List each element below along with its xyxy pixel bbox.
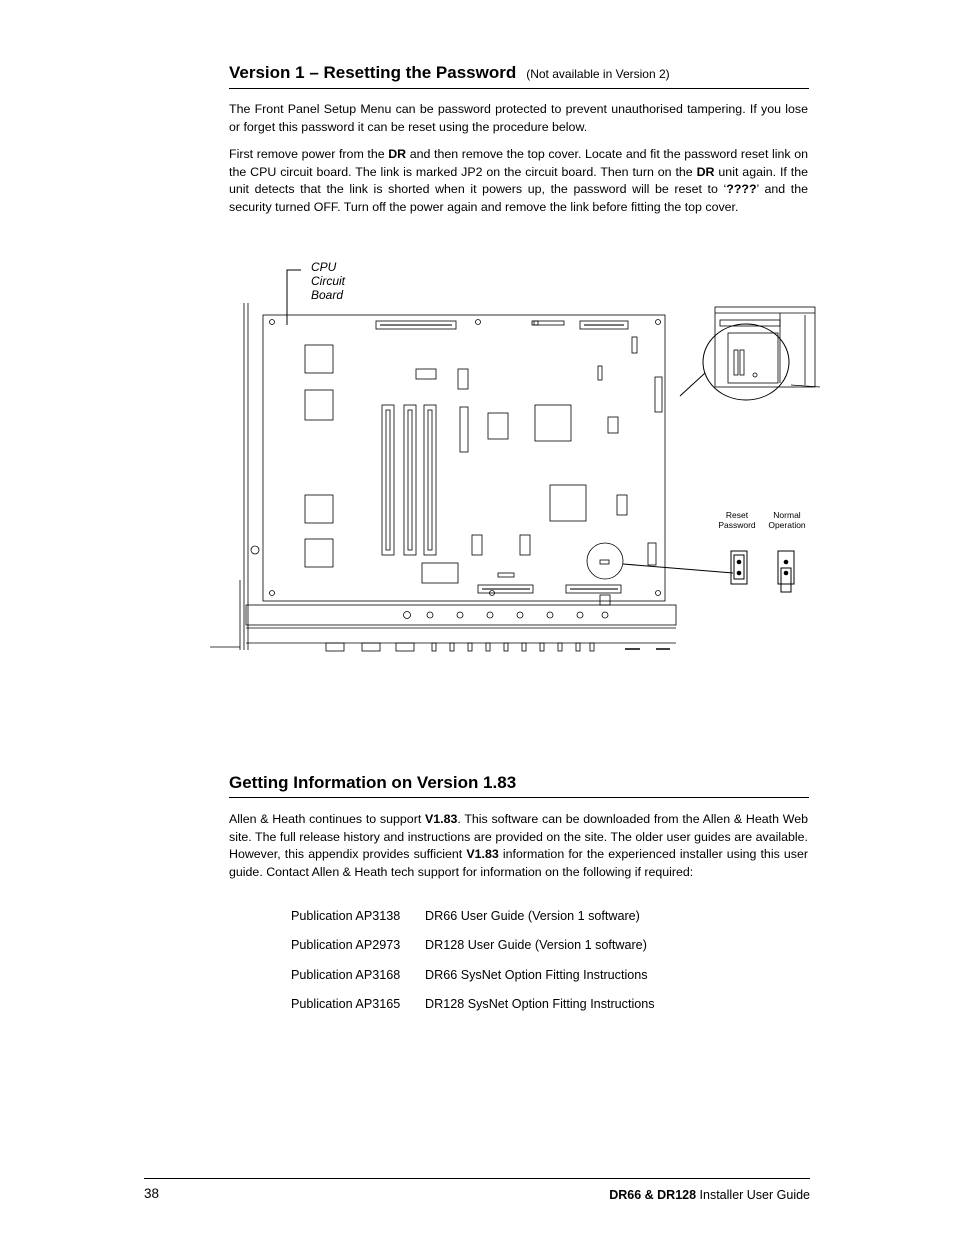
reset-password-label	[712, 510, 762, 530]
publication-row	[291, 968, 648, 982]
publication-row	[291, 938, 647, 952]
text-run: information for the experienced installer using this user guide. Contact Allen & Heath tech support for information on the following if required:	[229, 847, 808, 879]
text-run: unit again. If the unit detects that the link is shorted when it powers up, the password will be reset to ‘	[229, 164, 808, 197]
paragraph-version-info	[229, 811, 808, 881]
publication-title: DR66 SysNet Option Fitting Instructions	[425, 968, 648, 982]
label-line: Operation	[768, 520, 806, 530]
publication-code: Publication AP2973	[291, 938, 401, 952]
section-divider	[229, 88, 809, 89]
publication-title: DR128 SysNet Option Fitting Instructions	[425, 997, 655, 1011]
footer-guide-title	[598, 1188, 810, 1202]
label-line: Reset	[725, 510, 749, 520]
publication-row	[291, 909, 640, 923]
publication-title: DR128 User Guide (Version 1 software)	[425, 938, 647, 952]
section-title-note: (Not available in Version 2)	[526, 67, 670, 81]
cpu-board-diagram	[200, 255, 840, 665]
text-run: First remove power from the	[229, 147, 389, 161]
paragraph-procedure	[229, 146, 808, 216]
normal-operation-label	[761, 510, 813, 530]
text-bold: ????	[726, 182, 757, 197]
text-bold: V1.83	[466, 847, 499, 862]
publication-code: Publication AP3168	[291, 968, 401, 982]
footer-title-rest: Installer User Guide	[696, 1188, 810, 1202]
text-bold: DR	[388, 147, 407, 161]
paragraph-intro: The Front Panel Setup Menu can be password protected to prevent unauthorised tampering. If you lose or forget this password it can be reset using the procedure below.	[229, 102, 808, 134]
label-line: Normal	[773, 510, 801, 520]
publication-code: Publication AP3165	[291, 997, 401, 1011]
text-bold: V1.83	[425, 812, 458, 826]
publication-title: DR66 User Guide (Version 1 software)	[425, 909, 640, 923]
text-run: and then remove the top cover. Locate and fit the password reset link on the CPU circuit board. The link is marked JP2 on the circuit board. Then turn on the	[229, 147, 808, 179]
footer-divider	[144, 1178, 810, 1179]
section-title-version-183: Getting Information on Version 1.83	[229, 773, 517, 792]
footer-title-bold: DR66 & DR128	[609, 1188, 697, 1202]
publication-row	[291, 997, 655, 1011]
page-number: 38	[144, 1186, 160, 1201]
text-bold: DR	[696, 164, 715, 179]
section-title-reset-password	[229, 63, 670, 83]
text-run: ’ and the security turned OFF. Turn off the power again and remove the link before fitting the top cover.	[229, 182, 808, 214]
publication-code: Publication AP3138	[291, 909, 401, 923]
cpu-board-label: CPU Circuit Board	[311, 260, 346, 302]
label-line: Password	[718, 520, 756, 530]
text-run: . This software can be downloaded from the Allen & Heath Web site. The full release history and instructions are provided on the site. The older user guides are available. However, this appendix provides sufficient	[229, 812, 808, 862]
text-run: Allen & Heath continues to support	[229, 812, 425, 826]
section-title-text: Version 1 – Resetting the Password	[229, 63, 517, 82]
section-divider	[229, 797, 809, 798]
